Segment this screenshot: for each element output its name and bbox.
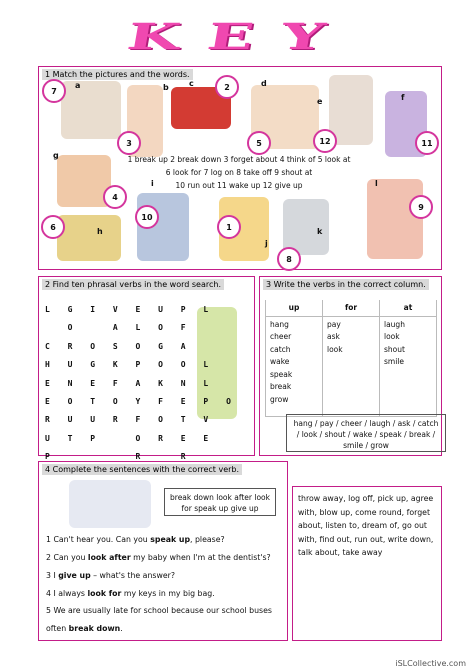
column-header-for: for: [323, 300, 380, 316]
letter-j: j: [265, 239, 268, 248]
exercise-3-instruction: 3 Write the verbs in the correct column.: [263, 279, 429, 290]
grid-row: O A L O F: [45, 323, 193, 333]
picture-a-computer-man: [61, 81, 121, 139]
options-line-1: break down look after look: [170, 493, 270, 502]
answer-circle-d: 5: [247, 131, 271, 155]
letter-b: b: [163, 83, 169, 92]
sentence-1: [46, 535, 225, 544]
word-list-line-3: 10 run out 11 wake up 12 give up: [175, 181, 303, 190]
sentence-2: [46, 553, 271, 562]
sentence-text: my baby when I'm at the dentist's?: [130, 553, 271, 562]
answer-circle-e: 12: [313, 129, 337, 153]
answer-circle-c: 2: [215, 75, 239, 99]
letter-a: a: [75, 81, 81, 90]
answer-circle-g: 4: [103, 185, 127, 209]
answer-circle-a: 7: [42, 79, 66, 103]
sentence-text: , please?: [190, 535, 225, 544]
list-item: hang: [270, 319, 289, 329]
list-item: smile: [384, 357, 404, 366]
list-item: catch: [270, 344, 291, 354]
answer-text: give up: [58, 571, 91, 580]
answer-circle-h: 6: [41, 215, 65, 239]
list-item: speak: [270, 369, 293, 379]
answer-circle-b: 3: [117, 131, 141, 155]
list-item: look: [327, 344, 343, 354]
letter-i: i: [151, 179, 154, 188]
answer-circle-f: 11: [415, 131, 439, 155]
answer-text: look for: [87, 589, 122, 598]
sentence-5: [46, 606, 272, 615]
verb-columns-table: [265, 300, 437, 417]
list-item: break: [270, 382, 292, 391]
verb-word-box: hang / pay / cheer / laugh / ask / catch / look / shout / wake / speak / break / smile / grow: [286, 414, 446, 452]
answers-text: throw away, log off, pick up, agree with, blow up, come round, forget about, listen to, dream of, go out with, find out, run out, write down, talk about, take away: [298, 494, 434, 557]
grid-row: E N E F A K N L: [45, 378, 215, 388]
picture-handshake: [69, 480, 151, 528]
exercise-1-box: [38, 66, 442, 270]
picture-l-shouting-man: [367, 179, 423, 259]
grid-row: U T P O R E E: [45, 433, 215, 443]
list-item: wake: [270, 357, 290, 366]
sentence-5-cont: [46, 624, 123, 633]
verb-options-box: [164, 488, 276, 516]
exercise-1-instruction: 1 Match the pictures and the words.: [42, 69, 193, 80]
grid-row: R U U R F O T V: [45, 415, 215, 425]
letter-c: c: [189, 79, 194, 88]
letter-g: g: [53, 151, 59, 160]
list-item: cheer: [270, 332, 292, 341]
column-at: [380, 316, 437, 416]
column-for: [323, 316, 380, 416]
sentence-4: [46, 589, 215, 598]
letter-f: f: [401, 93, 405, 102]
letter-h: h: [97, 227, 103, 236]
options-line-2: for speak up give up: [181, 504, 259, 513]
sentence-3: [46, 571, 175, 580]
word-search-grid: [45, 305, 237, 471]
sentence-text: my keys in my big bag.: [121, 589, 215, 598]
list-item: grow: [270, 394, 289, 404]
column-header-up: up: [266, 300, 323, 316]
sentence-text: – what's the answer?: [90, 571, 175, 580]
answer-circle-j: 1: [217, 215, 241, 239]
column-up: [266, 316, 323, 416]
answer-circle-i: 10: [135, 205, 159, 229]
list-item: shout: [384, 344, 405, 354]
letter-d: d: [261, 79, 267, 88]
letter-k: k: [317, 227, 323, 236]
word-list-line-1: 1 break up 2 break down 3 forget about 4 think of 5 look at: [127, 155, 351, 164]
sentence-text: 5 We are usually late for school because our school buses: [46, 606, 272, 615]
answer-circle-l: 9: [409, 195, 433, 219]
grid-row: C R O S O G A: [45, 341, 193, 351]
sentence-text: 2 Can you: [46, 553, 88, 562]
list-item: look: [384, 332, 400, 341]
sentence-text: 4 I always: [46, 589, 88, 598]
exercise-2-instruction: 2 Find ten phrasal verbs in the word search.: [42, 279, 224, 290]
list-item: laugh: [384, 319, 405, 329]
list-item: ask: [327, 332, 340, 341]
exercise-4-instruction: 4 Complete the sentences with the correct verb.: [42, 464, 242, 475]
footer-credit: iSLCollective.com: [395, 659, 466, 668]
letter-e: e: [317, 97, 323, 106]
answer-text: break down: [68, 624, 121, 633]
sentence-text: often: [46, 624, 69, 633]
grid-row: E O T O Y F E P O: [45, 396, 238, 406]
sentence-text: 1 Can't hear you. Can you: [46, 535, 151, 544]
grid-row: P R R: [45, 452, 193, 462]
answer-text: speak up: [150, 535, 191, 544]
list-item: pay: [327, 319, 341, 329]
answer-circle-k: 8: [277, 247, 301, 271]
grid-row: H U G K P O O L: [45, 360, 215, 370]
word-list-line-2: 6 look for 7 log on 8 take off 9 shout at: [165, 168, 313, 177]
answer-text: look after: [87, 553, 131, 562]
column-header-at: at: [380, 300, 437, 316]
sentence-text: 3 I: [46, 571, 59, 580]
grid-row: L G I V E U P L: [45, 305, 215, 314]
picture-h-dog-kids: [57, 215, 121, 261]
page-title: KEY: [123, 15, 357, 58]
sentence-text: .: [120, 624, 123, 633]
letter-l: l: [375, 179, 378, 188]
